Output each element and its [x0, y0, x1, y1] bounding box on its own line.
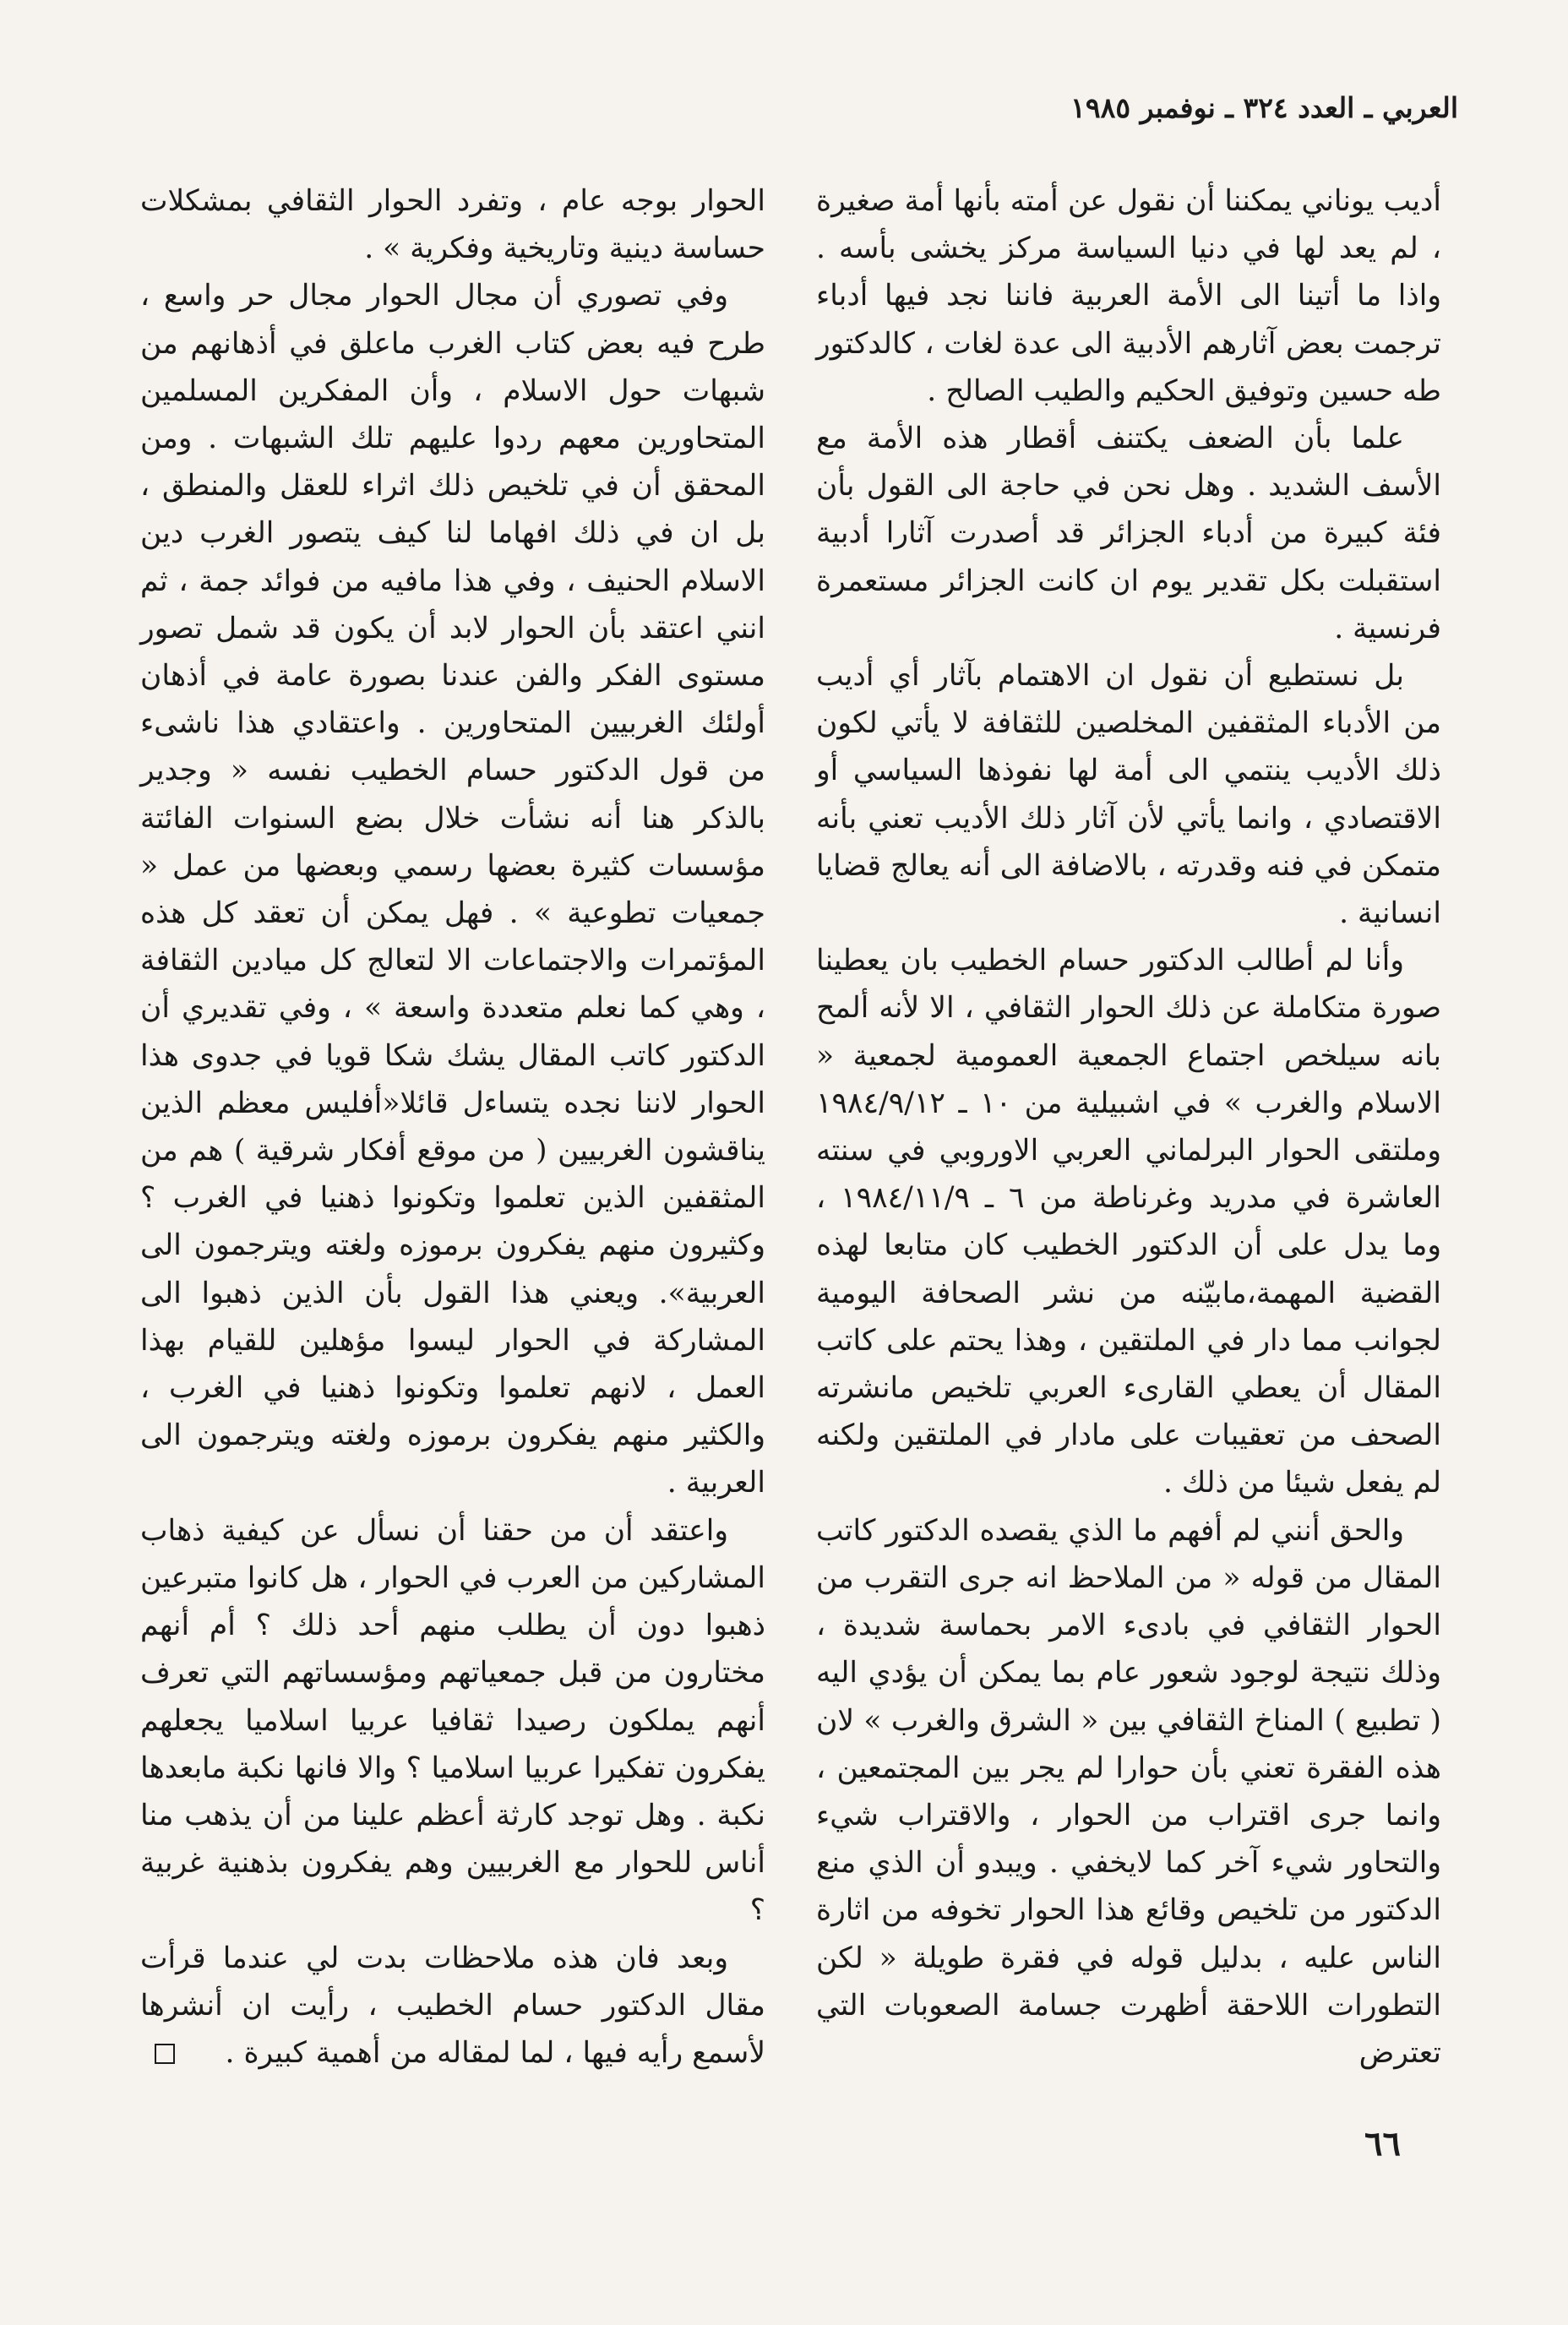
running-header: العربي ـ العدد ٣٢٤ ـ نوفمبر ١٩٨٥	[1070, 91, 1458, 124]
paragraph: الحوار بوجه عام ، وتفرد الحوار الثقافي بمشكلات حساسة دينية وتاريخية وفكرية » .	[140, 184, 765, 266]
page-number: ٦٦	[1364, 2124, 1401, 2164]
right-column	[816, 177, 1441, 2077]
left-column	[140, 177, 765, 2077]
paragraph: واعتقد أن من حقنا أن نسأل عن كيفية ذهاب المشاركين من العرب في الحوار ، هل كانوا متبرعين ذهبوا دون أن يطلب منهم أحد ذلك ؟ أم أنهم مختارون من قبل جمعياتهم ومؤسساتهم التي تعرف أنهم يملكون رصيدا ثقافيا عربيا اسلاميا يجعلهم يفكرون تفكيرا عربيا اسلاميا ؟ والا فانها نكبة مابعدها نكبة . وهل توجد كارثة أعظم علينا من أن يذهب منا أناس للحوار مع الغربيين وهم يفكرون بذهنية غربية ؟	[140, 1513, 765, 1928]
paragraph: والحق أنني لم أفهم ما الذي يقصده الدكتور كاتب المقال من قوله « من الملاحظ انه جرى التقرب من الحوار الثقافي في بادىء الامر بحماسة شديدة ، وذلك نتيجة لوجود شعور عام بما يمكن أن يؤدي اليه ( تطبيع ) المناخ الثقافي بين « الشرق والغرب » لان هذه الفقرة تعني بأن حوارا لم يجر بين المجتمعين ، وانما جرى اقتراب من الحوار ، والاقتراب شيء والتحاور شيء آخر كما لايخفي . ويبدو أن الذي منع الدكتور من تلخيص وقائع هذا الحوار تخوفه من اثارة الناس عليه ، بدليل قوله في فقرة طويلة « لكن التطورات اللاحقة أظهرت جسامة الصعوبات التي تعترض	[816, 1513, 1441, 2070]
paragraph: علما بأن الضعف يكتنف أقطار هذه الأمة مع الأسف الشديد . وهل نحن في حاجة الى القول بأن فئة كبيرة من أدباء الجزائر قد أصدرت آثارا أدبية استقبلت بكل تقدير يوم ان كانت الجزائر مستعمرة فرنسية .	[816, 422, 1441, 645]
paragraph: بل نستطيع أن نقول ان الاهتمام بآثار أي أديب من الأدباء المثقفين المخلصين للثقافة لا يأتي لكون ذلك الأديب ينتمي الى أمة لها نفوذها السياسي أو الاقتصادي ، وانما يأتي لأن آثار ذلك الأديب تعني بأنه متمكن في فنه وقدرته ، بالاضافة الى أنه يعالج قضايا انسانية .	[816, 659, 1441, 931]
paragraph-final-text: وبعد فان هذه ملاحظات بدت لي عندما قرأت مقال الدكتور حسام الخطيب ، رأيت ان أنشرها لأسمع رأيه فيها ، لما لمقاله من أهمية كبيرة .	[140, 1941, 765, 2070]
paragraph: وفي تصوري أن مجال الحوار مجال حر واسع ، طرح فيه بعض كتاب الغرب ماعلق في أذهانهم من شبهات حول الاسلام ، وأن المفكرين المسلمين المتحاورين معهم ردوا عليهم تلك الشبهات . ومن المحقق أن في تلخيص ذلك اثراء للعقل والمنطق ، بل ان في ذلك افهاما لنا كيف يتصور الغرب دين الاسلام الحنيف ، وفي هذا مافيه من فوائد جمة ، ثم انني اعتقد بأن الحوار لابد أن يكون قد شمل تصور مستوى الفكر والفن عندنا بصورة عامة في أذهان أولئك الغربيين المتحاورين . واعتقادي هذا ناشىء من قول الدكتور حسام الخطيب نفسه « وجدير بالذكر هنا أنه نشأت خلال بضع السنوات الفائتة مؤسسات كثيرة بعضها رسمي وبعضها من عمل « جمعيات تطوعية » . فهل يمكن أن تعقد كل هذه المؤتمرات والاجتماعات الا لتعالج كل ميادين الثقافة ، وهي كما نعلم متعددة واسعة » ، وفي تقديري أن الدكتور كاتب المقال يشك شكا قويا في جدوى هذا الحوار لاننا نجده يتساءل قائلا«أفليس معظم الذين يناقشون الغربيين ( من موقع أفكار شرقية ) هم من المثقفين الذين تعلموا وتكونوا ذهنيا في الغرب ؟ وكثيرون منهم يفكرون برموزه ولغته ويترجمون الى العربية». ويعني هذا القول بأن الذين ذهبوا الى المشاركة في الحوار ليسوا مؤهلين للقيام بهذا العمل ، لانهم تعلموا وتكونوا ذهنيا في الغرب ، والكثير منهم يفكرون برموزه ولغته ويترجمون الى العربية .	[140, 279, 765, 1500]
paragraph: وأنا لم أطالب الدكتور حسام الخطيب بان يعطينا صورة متكاملة عن ذلك الحوار الثقافي ، الا لأنه ألمح بانه سيلخص اجتماع الجمعية العمومية لجمعية « الاسلام والغرب » في اشبيلية من ١٠ ـ ١٩٨٤/٩/١٢ وملتقى الحوار البرلماني العربي الاوروبي في سنته العاشرة في مدريد وغرناطة من ٦ ـ ١٩٨٤/١١/٩ ، وما يدل على أن الدكتور الخطيب كان متابعا لهذه القضية المهمة،مابيّنه من نشر الصحافة اليومية لجوانب مما دار في الملتقين ، وهذا يحتم على كاتب المقال أن يعطي القارىء العربي تلخيص مانشرته الصحف من تعقيبات على مادار في الملتقين ولكنه لم يفعل شيئا من ذلك .	[816, 944, 1441, 1500]
end-of-article-square-icon	[155, 2044, 175, 2064]
paragraph: أديب يوناني يمكننا أن نقول عن أمته بأنها أمة صغيرة ، لم يعد لها في دنيا السياسة مركز يخشى بأسه . واذا ما أتينا الى الأمة العربية فاننا نجد فيها أدباء ترجمت بعض آثارهم الأدبية الى عدة لغات ، كالدكتور طه حسين وتوفيق الحكيم والطيب الصالح .	[816, 184, 1441, 408]
paragraph-final	[140, 1935, 765, 2077]
